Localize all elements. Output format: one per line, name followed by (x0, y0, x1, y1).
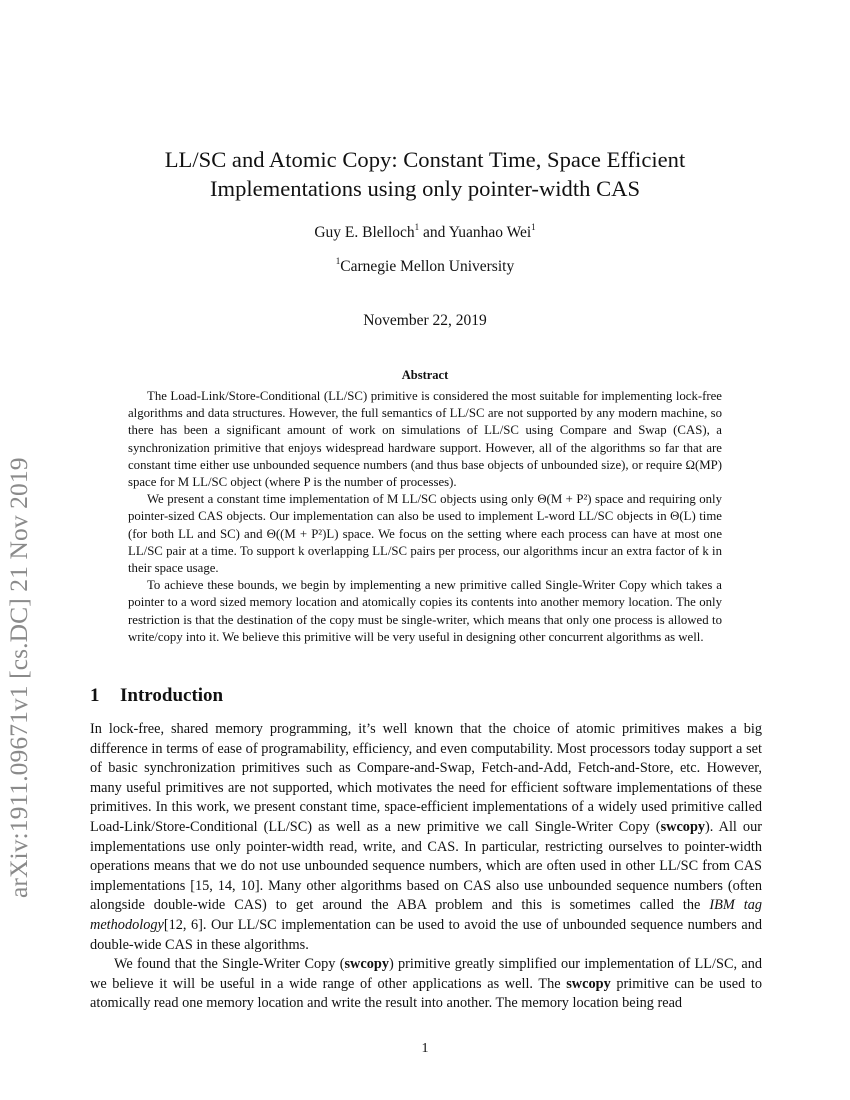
affiliation-name: Carnegie Mellon University (340, 258, 515, 275)
swcopy-keyword: swcopy (660, 818, 706, 835)
abstract-paragraph-2: We present a constant time implementation of M LL/SC objects using only Θ(M + P²) space and requiring only pointer-sized CAS objects. Our implementation can also be used to implement L-word LL/SC objects in Θ(L) time (for both LL and SC) and Θ((M + P²)L) space. We focus on the setting where each process can have at most one LL/SC pair at a time. To support k overlapping LL/SC pairs per process, our algorithms incur an extra factor of k in their space usage. (128, 492, 722, 576)
author-separator: and (419, 224, 449, 241)
intro-p1-text-a: In lock-free, shared memory programming, it’s well known that the choice of atomic primitives makes a big difference in terms of ease of programability, efficiency, and even computability. Most processors today support a set of basic synchronization primitives such as Compare-and-Swap, Fetch-and-Add, Fetch-and-Store, etc. However, many useful primitives are not supported, which motivates the need for efficient software implementations of these primitives. In this work, we present constant time, space-efficient implementations of a widely used primitive called Load-Link/Store-Conditional (LL/SC) as well as a new primitive we call Single-Writer Copy ( (90, 721, 762, 835)
abstract-paragraph-1: The Load-Link/Store-Conditional (LL/SC) primitive is considered the most suitable for implementing lock-free algorithms and data structures. However, the full semantics of LL/SC are not supported by any modern machine, so there has been a significant amount of work on simulations of LL/SC using Compare and Swap (CAS), a synchronization primitive that enjoys widespread hardware support. However, all of the algorithms so far that are constant time either use unbounded sequence numbers (and thus base objects of unbounded size), or require Ω(MP) space for M LL/SC object (where P is the number of processes). (128, 389, 722, 490)
introduction-body (90, 720, 762, 1014)
title-line-1: LL/SC and Atomic Copy: Constant Time, Space Efficient (164, 147, 686, 172)
publication-date: November 22, 2019 (363, 312, 487, 329)
section-title: Introduction (120, 685, 224, 706)
intro-paragraph-1 (90, 720, 762, 955)
page-number: 1 (421, 1041, 429, 1056)
author-1: Guy E. Blelloch (314, 224, 415, 241)
author-2-affiliation-mark: 1 (531, 222, 536, 232)
swcopy-keyword: swcopy (344, 956, 389, 973)
affiliation (90, 258, 760, 276)
abstract-heading: Abstract (401, 368, 449, 382)
author-1-affiliation-mark: 1 (414, 222, 420, 232)
affiliation-mark: 1 (335, 256, 341, 266)
swcopy-keyword: swcopy (566, 975, 611, 992)
abstract-body (128, 388, 722, 646)
intro-p1-text-c: [12, 6]. Our LL/SC implementation can be used to avoid the use of unbounded sequence numbers and double-wide CAS in these algorithms. (90, 916, 762, 953)
title-line-2: Implementations using only pointer-width CAS (209, 176, 641, 201)
ibm-tag-methodology-term: IBM tag methodology (90, 897, 762, 933)
section-number: 1 (90, 685, 100, 706)
paper-title (90, 145, 760, 203)
intro-paragraph-2 (90, 955, 762, 1014)
section-heading (90, 685, 223, 707)
arxiv-identifier: arXiv:1911.09671v1 [cs.DC] 21 Nov 2019 (4, 457, 33, 898)
authors (90, 224, 760, 242)
intro-p1-text-b: ). All our implementations use only pointer-width read, write, and CAS. In particular, restricting ourselves to pointer-width operations means that we do not use unbounded sequence numbers, which are often used in other LL/SC from CAS implementations [15, 14, 10]. Many other algorithms based on CAS also use unbounded sequence numbers (often alongside double-wide CAS) to get around the ABA problem and this is sometimes called the (90, 818, 762, 914)
intro-p2-text-a: We found that the Single-Writer Copy ( (114, 956, 345, 973)
intro-p2-text-b: ) primitive greatly simplified our implementation of LL/SC, and we believe it will be useful in a wide range of other applications as well. The (90, 956, 762, 992)
intro-p2-text-c: primitive can be used to atomically read one memory location and write the result into another. The memory location being read (90, 975, 762, 1012)
author-2: Yuanhao Wei (448, 224, 532, 241)
abstract-paragraph-3: To achieve these bounds, we begin by implementing a new primitive called Single-Writer Copy which takes a pointer to a word sized memory location and atomically copies its contents into another memory location. The only restriction is that the destination of the copy must be single-writer, which means that only one process is allowed to write/copy into it. We believe this primitive will be very useful in designing other concurrent algorithms as well. (128, 578, 722, 644)
